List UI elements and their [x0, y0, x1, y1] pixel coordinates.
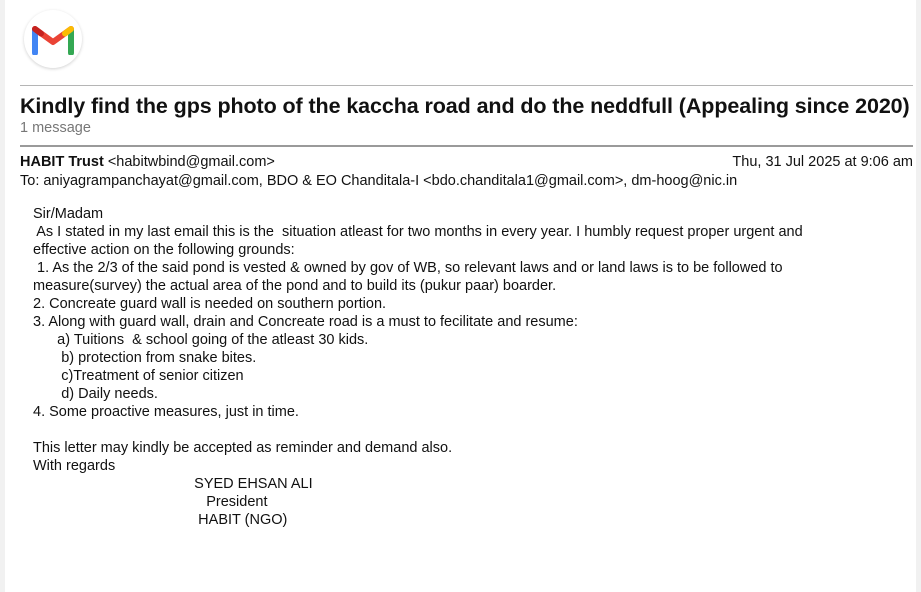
message-date: Thu, 31 Jul 2025 at 9:06 am — [732, 154, 913, 170]
body-line: effective action on the following grounds: — [33, 242, 295, 258]
body-line: 1. As the 2/3 of the said pond is vested & owned by gov of WB, so relevant laws and or land laws is to be followed to — [33, 260, 783, 276]
body-line: 2. Concreate guard wall is needed on southern portion. — [33, 296, 387, 312]
body-line: This letter may kindly be accepted as reminder and demand also. — [33, 440, 453, 456]
body-line: With regards — [33, 458, 116, 474]
body-line: measure(survey) the actual area of the pond and to build its (pukur paar) boarder. — [33, 278, 557, 294]
body-line: d) Daily needs. — [33, 386, 158, 402]
sender-email[interactable]: <habitwbind@gmail.com> — [107, 154, 275, 170]
recipients: To: aniyagrampanchayat@gmail.com, BDO & EO Chanditala-I <bdo.chanditala1@gmail.com>, dm-hoog@nic.in — [20, 173, 738, 189]
email-print-page — [5, 0, 916, 592]
message-count: 1 message — [20, 120, 91, 136]
email-body — [33, 205, 893, 529]
sender-name: HABIT Trust — [20, 154, 104, 170]
body-line: a) Tuitions & school going of the atleast 30 kids. — [33, 332, 369, 348]
body-line: Sir/Madam — [33, 206, 104, 222]
body-line: President — [33, 494, 268, 510]
body-line: As I stated in my last email this is the situation atleast for two months in every year. I humbly request proper urgent and — [33, 224, 803, 240]
body-line: c)Treatment of senior citizen — [33, 368, 244, 384]
gmail-m-icon — [32, 23, 74, 55]
body-line — [33, 421, 893, 439]
email-subject: Kindly find the gps photo of the kaccha road and do the neddfull (Appealing since 2020) — [20, 94, 910, 118]
body-line: b) protection from snake bites. — [33, 350, 257, 366]
body-line: HABIT (NGO) — [33, 512, 288, 528]
sender-row — [20, 154, 913, 172]
body-line: 4. Some proactive measures, just in time. — [33, 404, 299, 420]
body-line: SYED EHSAN ALI — [33, 476, 313, 492]
subject-divider — [20, 145, 913, 147]
gmail-logo — [24, 10, 82, 68]
body-line: 3. Along with guard wall, drain and Concreate road is a must to fecilitate and resume: — [33, 314, 578, 330]
header-divider — [20, 85, 913, 86]
